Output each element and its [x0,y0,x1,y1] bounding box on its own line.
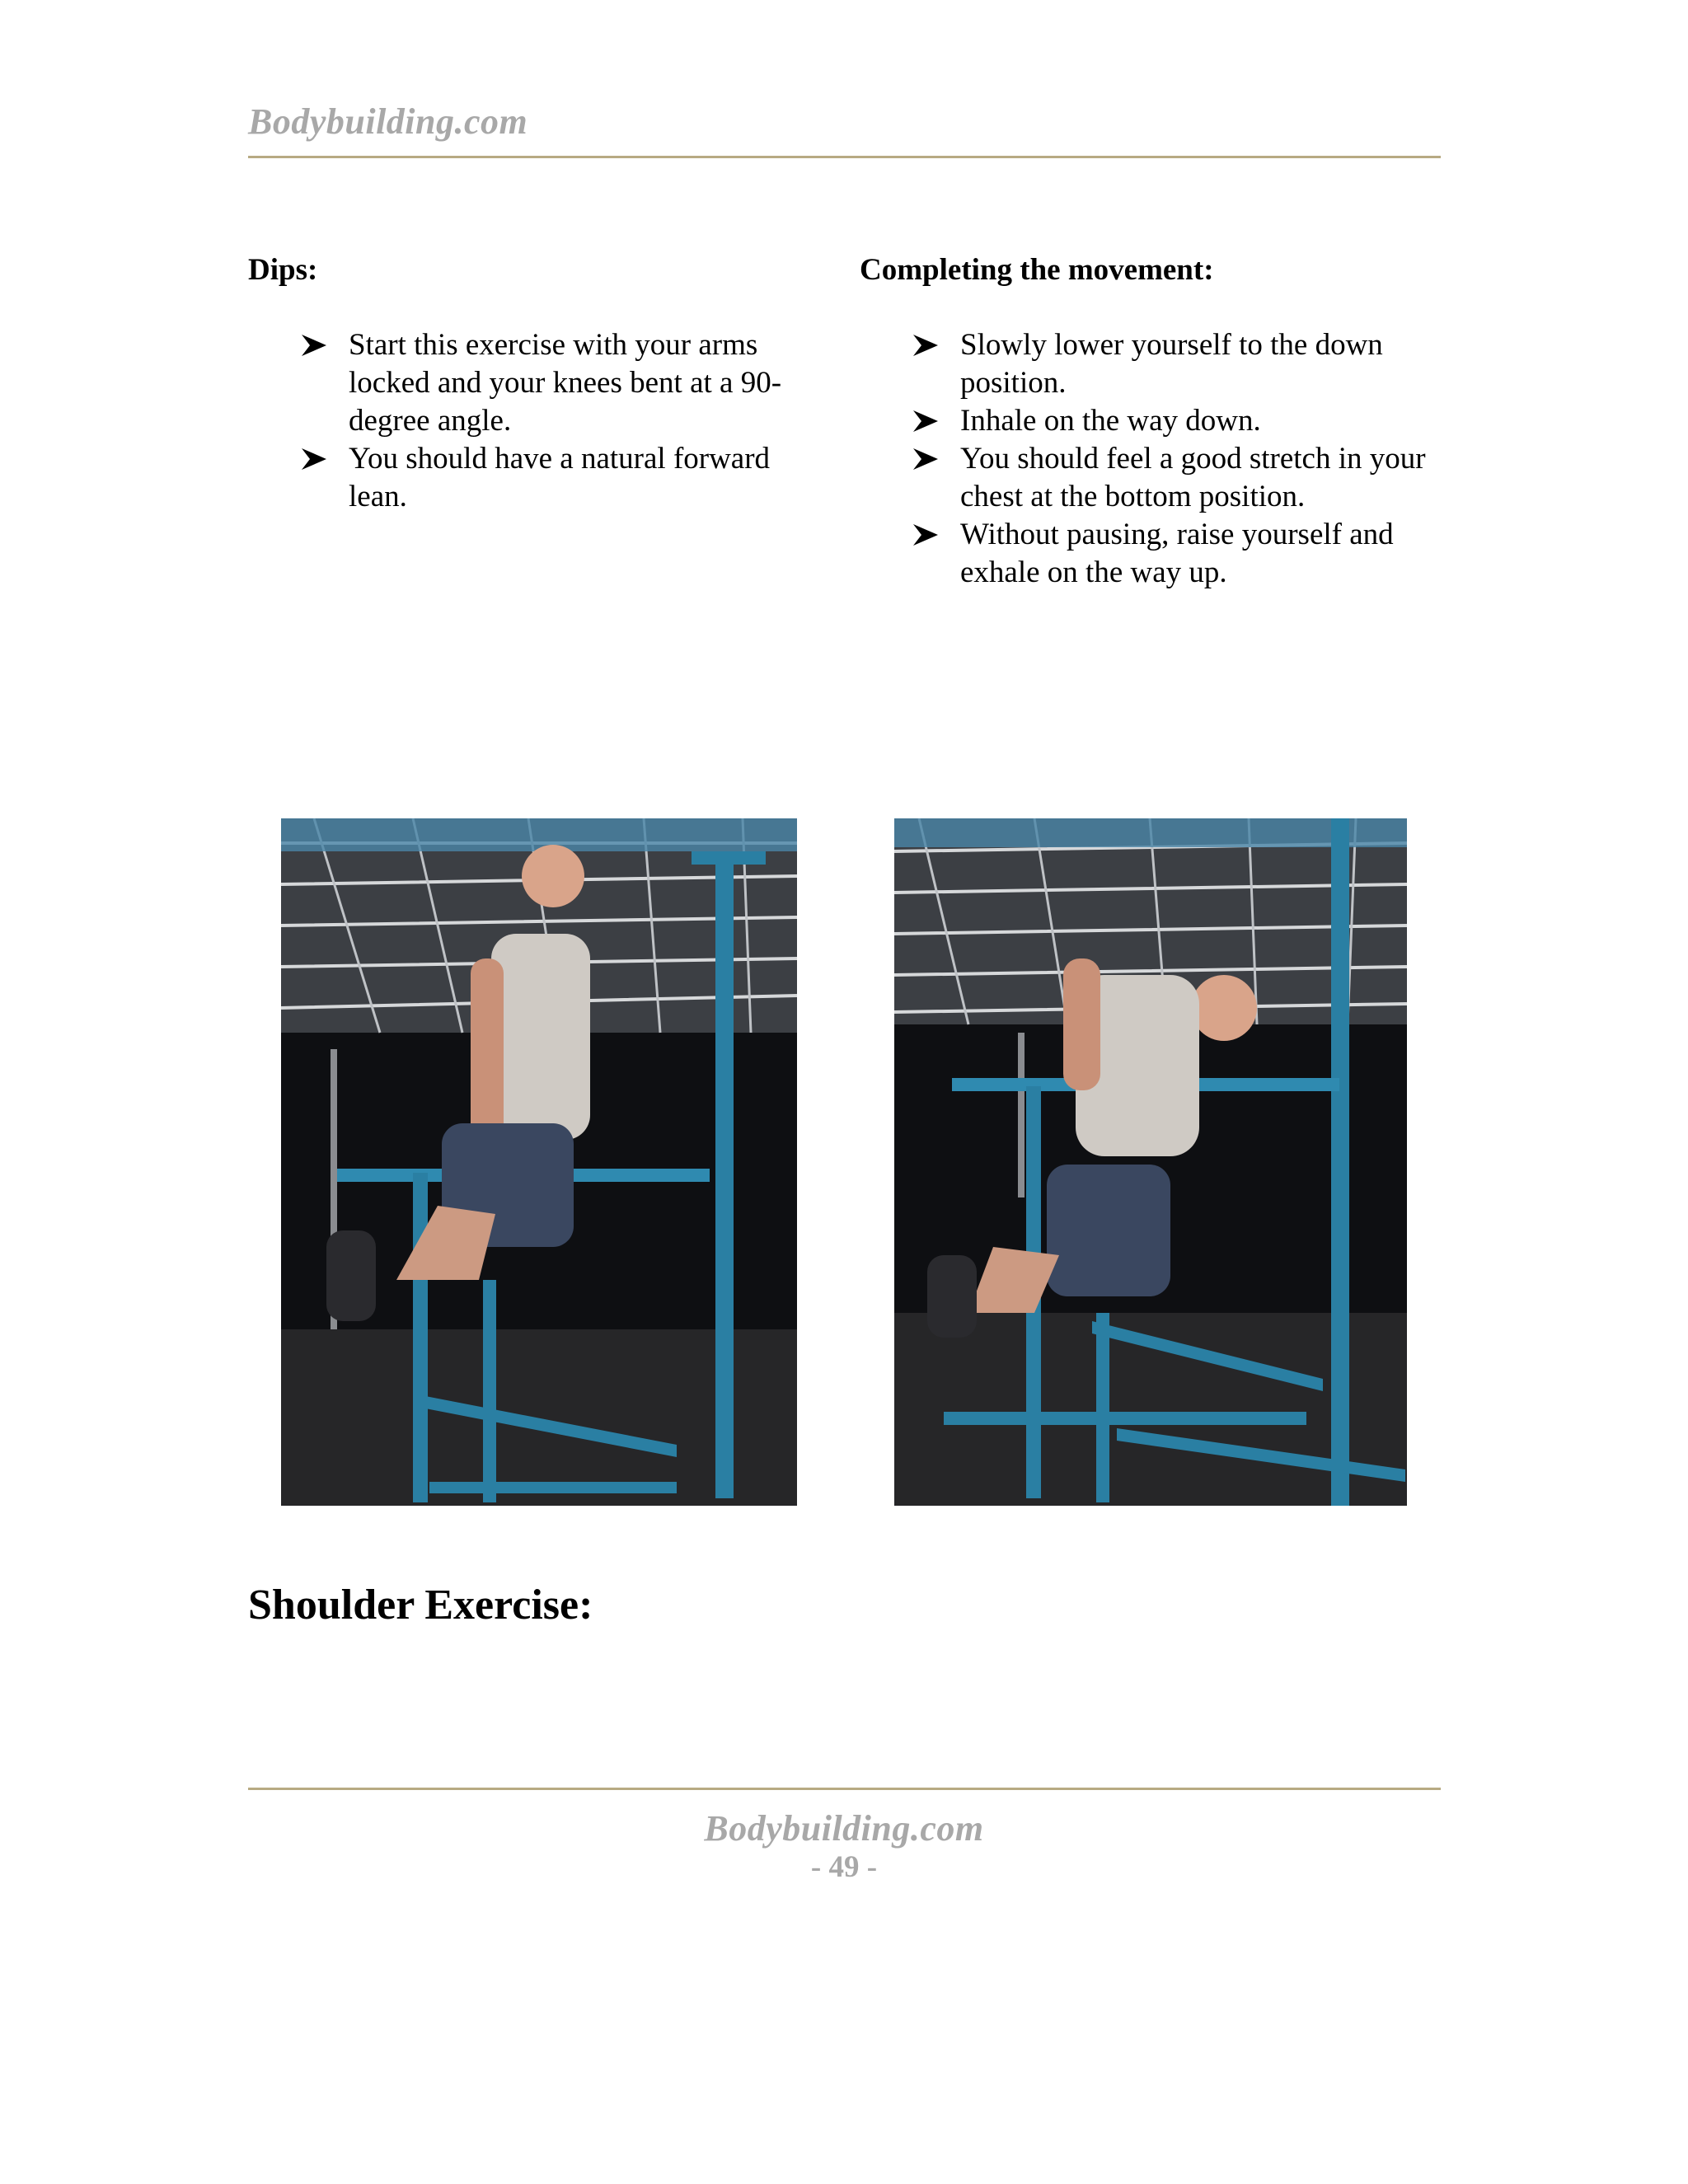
bullet-text: Without pausing, raise yourself and exhale on the way up. [960,518,1394,589]
right-bullet-list [910,326,1446,592]
dips-bottom-photo [894,818,1407,1506]
bullet-text: Inhale on the way down. [960,404,1261,438]
arrow-bullet-icon [910,402,943,440]
left-bullet-list [298,326,834,516]
list-item [910,440,1446,516]
footer-rule [248,1788,1441,1790]
bullet-text: You should feel a good stretch in your chest at the bottom position. [960,442,1426,513]
arrow-bullet-icon [298,326,331,364]
list-item [910,516,1446,592]
arrow-bullet-icon [298,440,331,478]
bullet-text: You should have a natural forward lean. [349,442,771,513]
list-item [910,326,1446,402]
header-brand: Bodybuilding.com [248,101,528,142]
list-item [298,440,834,516]
list-item [910,402,1446,440]
page-number: - 49 - [810,1850,878,1884]
section-title: Shoulder Exercise: [248,1582,593,1629]
arrow-bullet-icon [910,440,943,478]
left-column-title: Dips: [248,253,318,287]
arrow-bullet-icon [910,326,943,364]
header-rule [248,156,1441,158]
bullet-text: Start this exercise with your arms locked and your knees bent at a 90-degree angle. [349,328,782,438]
arrow-bullet-icon [910,516,943,554]
dips-start-photo [281,818,797,1506]
footer-brand: Bodybuilding.com [704,1808,984,1849]
bullet-text: Slowly lower yourself to the down position. [960,328,1383,400]
list-item [298,326,834,440]
right-column-title: Completing the movement: [860,253,1214,287]
